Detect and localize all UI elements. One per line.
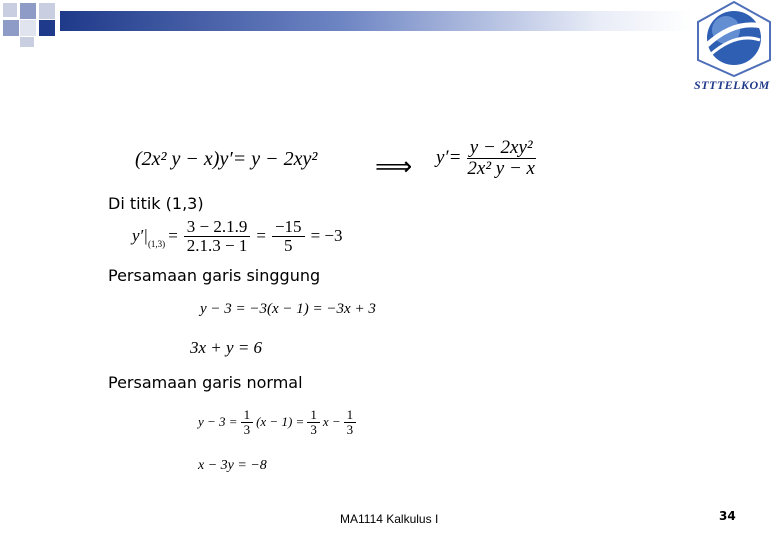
slope-fraction-2: $\frac{-15}{5}$ bbox=[272, 218, 305, 255]
equation-normal-standard: x − 3y = −8 bbox=[198, 458, 267, 473]
page-number: 34 bbox=[719, 509, 736, 523]
implies-arrow: ⟹ bbox=[375, 152, 413, 181]
normal-fraction-3: $\frac{1}{3}$ bbox=[344, 408, 357, 436]
slope-result: = −3 bbox=[310, 226, 343, 246]
equation-tangent-standard: 3x + y = 6 bbox=[190, 338, 263, 357]
footer-course: MA1114 Kalkulus I bbox=[340, 512, 439, 526]
fraction-numerator: y − 2xy² bbox=[467, 138, 536, 159]
normal-fraction-2: $\frac{1}{3}$ bbox=[307, 408, 320, 436]
slope-fraction-1: $\frac{3 - 2.1.9}{2.1.3 - 1}$ bbox=[184, 218, 251, 255]
equation-slope: y′| (1,3) = $\frac{3 - 2.1.9}{2.1.3 - 1}$ = $\frac{-15}{5}$ = −3 bbox=[132, 217, 343, 255]
fraction-denominator: 2x² y − x bbox=[467, 157, 535, 179]
header-gradient-bar bbox=[60, 11, 692, 31]
point-label: Di titik (1,3) bbox=[108, 194, 204, 213]
slope-subscript: (1,3) bbox=[147, 238, 166, 249]
normal-fraction-1: $\frac{1}{3}$ bbox=[241, 408, 254, 436]
equation-normal-line: y − 3 = $\frac{1}{3}$ (x − 1) = $\frac{1}{3}$ x − $\frac{1}{3}$ bbox=[198, 408, 359, 436]
logo-text: STTTELKOM bbox=[694, 78, 770, 92]
derivative-prefix: y′= bbox=[436, 147, 462, 169]
globe-icon bbox=[690, 0, 778, 78]
equation-derivative bbox=[436, 138, 541, 179]
derivative-fraction bbox=[464, 138, 538, 179]
tangent-label: Persamaan garis singgung bbox=[108, 266, 321, 285]
equation-tangent-line: y − 3 = −3(x − 1) = −3x + 3 bbox=[200, 301, 376, 317]
slope-lhs: y′| bbox=[132, 226, 148, 246]
normal-label: Persamaan garis normal bbox=[108, 373, 303, 392]
equation-lhs: (2x² y − x)y′= y − 2xy² bbox=[135, 148, 318, 170]
equation-differential bbox=[135, 148, 317, 171]
logo bbox=[690, 0, 778, 100]
